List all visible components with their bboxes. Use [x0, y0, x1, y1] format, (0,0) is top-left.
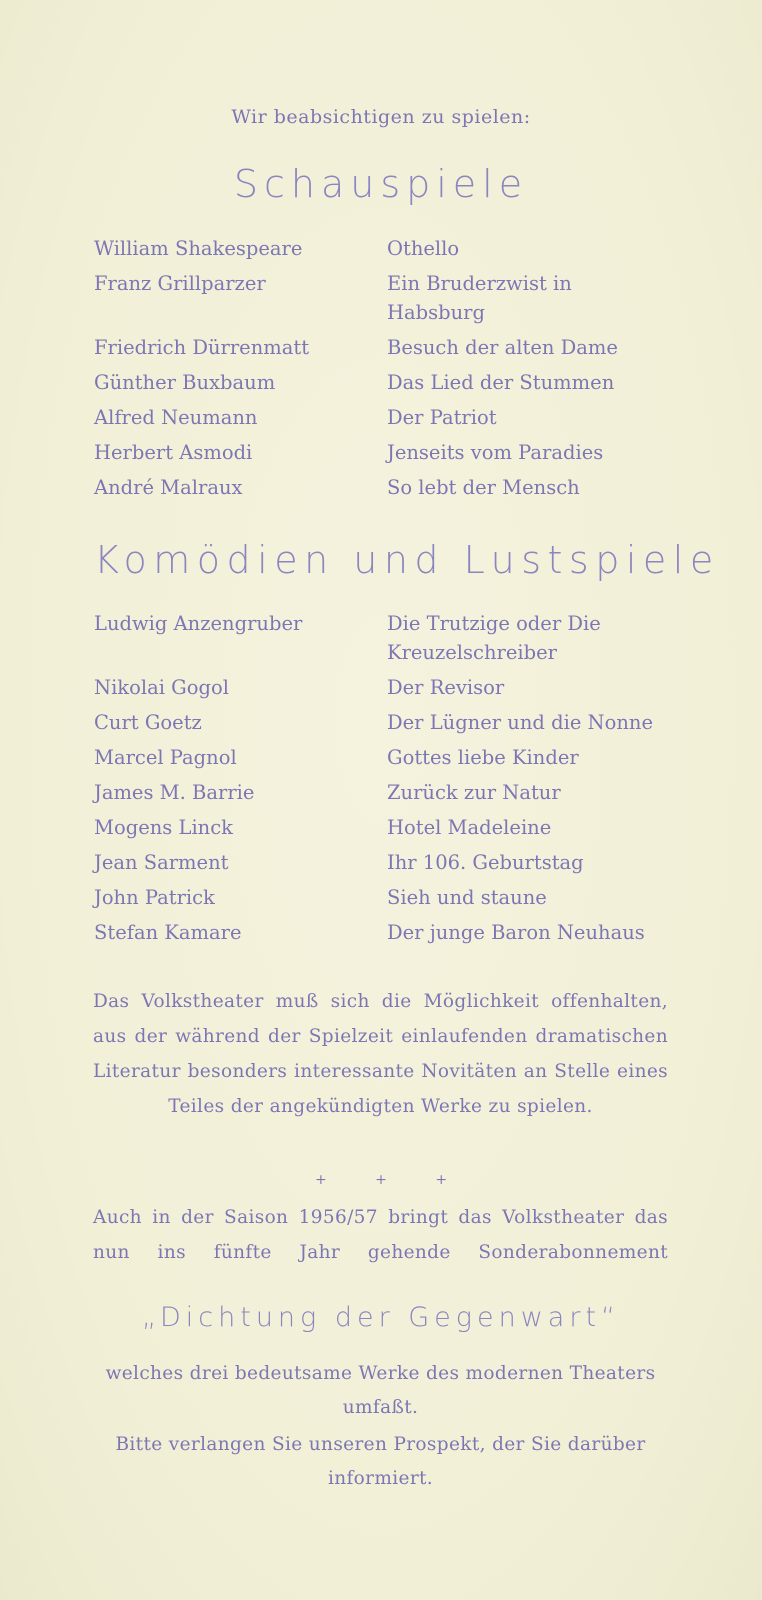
- play-author: André Malraux: [94, 476, 243, 499]
- play-title: Gottes liebe Kinder: [387, 746, 579, 769]
- play-row: [94, 269, 674, 327]
- subscription-description: welches drei bedeutsame Werke des modernen Theaters umfaßt.: [105, 1363, 656, 1418]
- play-list-komoedien: [94, 609, 674, 953]
- play-author: Ludwig Anzengruber: [94, 612, 303, 635]
- play-row: [94, 333, 674, 362]
- subscription-title: „Dichtung der Gegenwart“: [141, 1302, 621, 1333]
- play-author: Marcel Pagnol: [94, 746, 237, 769]
- play-list-schauspiele: [94, 234, 674, 508]
- play-row: [94, 778, 674, 807]
- play-row: [94, 708, 674, 737]
- play-title: Der Lügner und die Nonne: [387, 711, 654, 734]
- play-author: Curt Goetz: [94, 711, 202, 734]
- play-title: Hotel Madeleine: [387, 816, 552, 839]
- play-title: Das Lied der Stummen: [387, 371, 615, 394]
- play-title: Die Trutzige oder Die Kreuzelschreiber: [387, 612, 601, 664]
- play-author: James M. Barrie: [94, 781, 255, 804]
- ornament-separator: + + +: [314, 1172, 470, 1188]
- play-author: Franz Grillparzer: [94, 272, 266, 295]
- play-title: So lebt der Mensch: [387, 476, 580, 499]
- play-author: William Shakespeare: [94, 237, 303, 260]
- repertoire-notice: Das Volkstheater muß sich die Möglichkeit offenhalten, aus der während der Spielzeit einlaufenden dramatischen Literatur besonders interessante Novitäten an Stelle eines Teiles der angekündigten Werke zu spielen.: [93, 991, 668, 1117]
- play-row: [94, 234, 674, 263]
- play-author: John Patrick: [94, 886, 215, 909]
- play-row: [94, 918, 674, 947]
- play-author: Herbert Asmodi: [94, 441, 253, 464]
- play-author: Stefan Kamare: [94, 921, 242, 944]
- play-author: Günther Buxbaum: [94, 371, 276, 394]
- play-title: Ihr 106. Geburtstag: [387, 851, 584, 874]
- play-author: Nikolai Gogol: [94, 676, 229, 699]
- play-row: [94, 473, 674, 502]
- play-title: Zurück zur Natur: [387, 781, 561, 804]
- play-row: [94, 609, 674, 667]
- play-author: Jean Sarment: [94, 851, 229, 874]
- play-title: Jenseits vom Paradies: [387, 441, 604, 464]
- play-title: Sieh und staune: [387, 886, 547, 909]
- play-row: [94, 673, 674, 702]
- play-author: Friedrich Dürrenmatt: [94, 336, 310, 359]
- play-row: [94, 848, 674, 877]
- section-title-komoedien: Komödien und Lustspiele: [94, 538, 720, 582]
- play-title: Besuch der alten Dame: [387, 336, 618, 359]
- play-row: [94, 883, 674, 912]
- play-title: Ein Bruderzwist in Habsburg: [387, 272, 572, 324]
- play-row: [94, 813, 674, 842]
- prospectus-request: Bitte verlangen Sie unseren Prospekt, der Sie darüber informiert.: [115, 1434, 646, 1489]
- play-row: [94, 368, 674, 397]
- play-row: [94, 403, 674, 432]
- play-title: Der Patriot: [387, 406, 497, 429]
- play-title: Der junge Baron Neuhaus: [387, 921, 645, 944]
- season-announcement: Auch in der Saison 1956/57 bringt das Volkstheater das nun ins fünfte Jahr gehende Sonderabonnement: [93, 1207, 668, 1263]
- play-title: Der Revisor: [387, 676, 505, 699]
- play-row: [94, 743, 674, 772]
- play-title: Othello: [387, 237, 460, 260]
- play-row: [94, 438, 674, 467]
- play-author: Mogens Linck: [94, 816, 233, 839]
- play-author: Alfred Neumann: [94, 406, 258, 429]
- intro-heading: Wir beabsichtigen zu spielen:: [231, 106, 531, 128]
- section-title-schauspiele: Schauspiele: [233, 162, 529, 206]
